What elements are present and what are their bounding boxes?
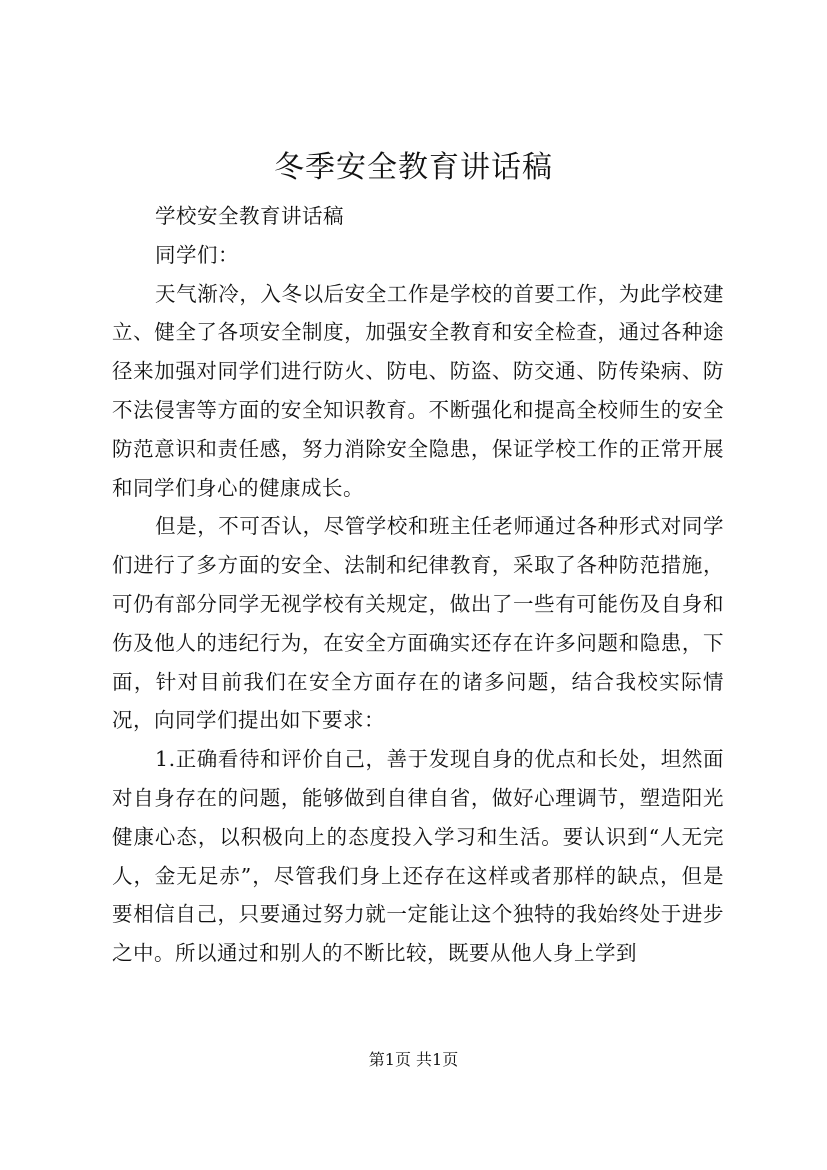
greeting-paragraph: 同学们：: [155, 242, 240, 267]
page-footer: 第1页 共1页: [368, 1050, 459, 1069]
body-paragraph: 天气渐冷，入冬以后安全工作是学校的首要工作，为此学校建立、健全了各项安全制度，加强安全教育和安全检查，通过各种途径来加强对同学们进行防火、防电、防盗、防交通、防传染病、防不法侵害等方面的安全知识教育。不断强化和提高全校师生的安全防范意识和责任感，努力消除安全隐患，保证学校工作的正常开展和同学们身心的健康成长。: [112, 281, 724, 500]
body-paragraph: 但是，不可否认，尽管学校和班主任老师通过各种形式对同学们进行了多方面的安全、法制和纪律教育，采取了各种防范措施，可仍有部分同学无视学校有关规定，做出了一些有可能伤及自身和伤及他人的违纪行为，在安全方面确实还存在许多问题和隐患，下面，针对目前我们在安全方面存在的诸多问题，结合我校实际情况，向同学们提出如下要求：: [112, 514, 724, 733]
body-paragraph: 1.正确看待和评价自己，善于发现自身的优点和长处，坦然面对自身存在的问题，能够做到自律自省，做好心理调节，塑造阳光健康心态，以积极向上的态度投入学习和生活。要认识到“人无完人，金无足赤”，尽管我们身上还存在这样或者那样的缺点，但是要相信自己，只要通过努力就一定能让这个独特的我始终处于进步之中。所以通过和别人的不断比较，既要从他人身上学到: [112, 747, 724, 966]
document-body: [112, 197, 724, 973]
document-title: 冬季安全教育讲话稿: [274, 150, 553, 185]
subtitle-paragraph: 学校安全教育讲话稿: [155, 204, 345, 228]
